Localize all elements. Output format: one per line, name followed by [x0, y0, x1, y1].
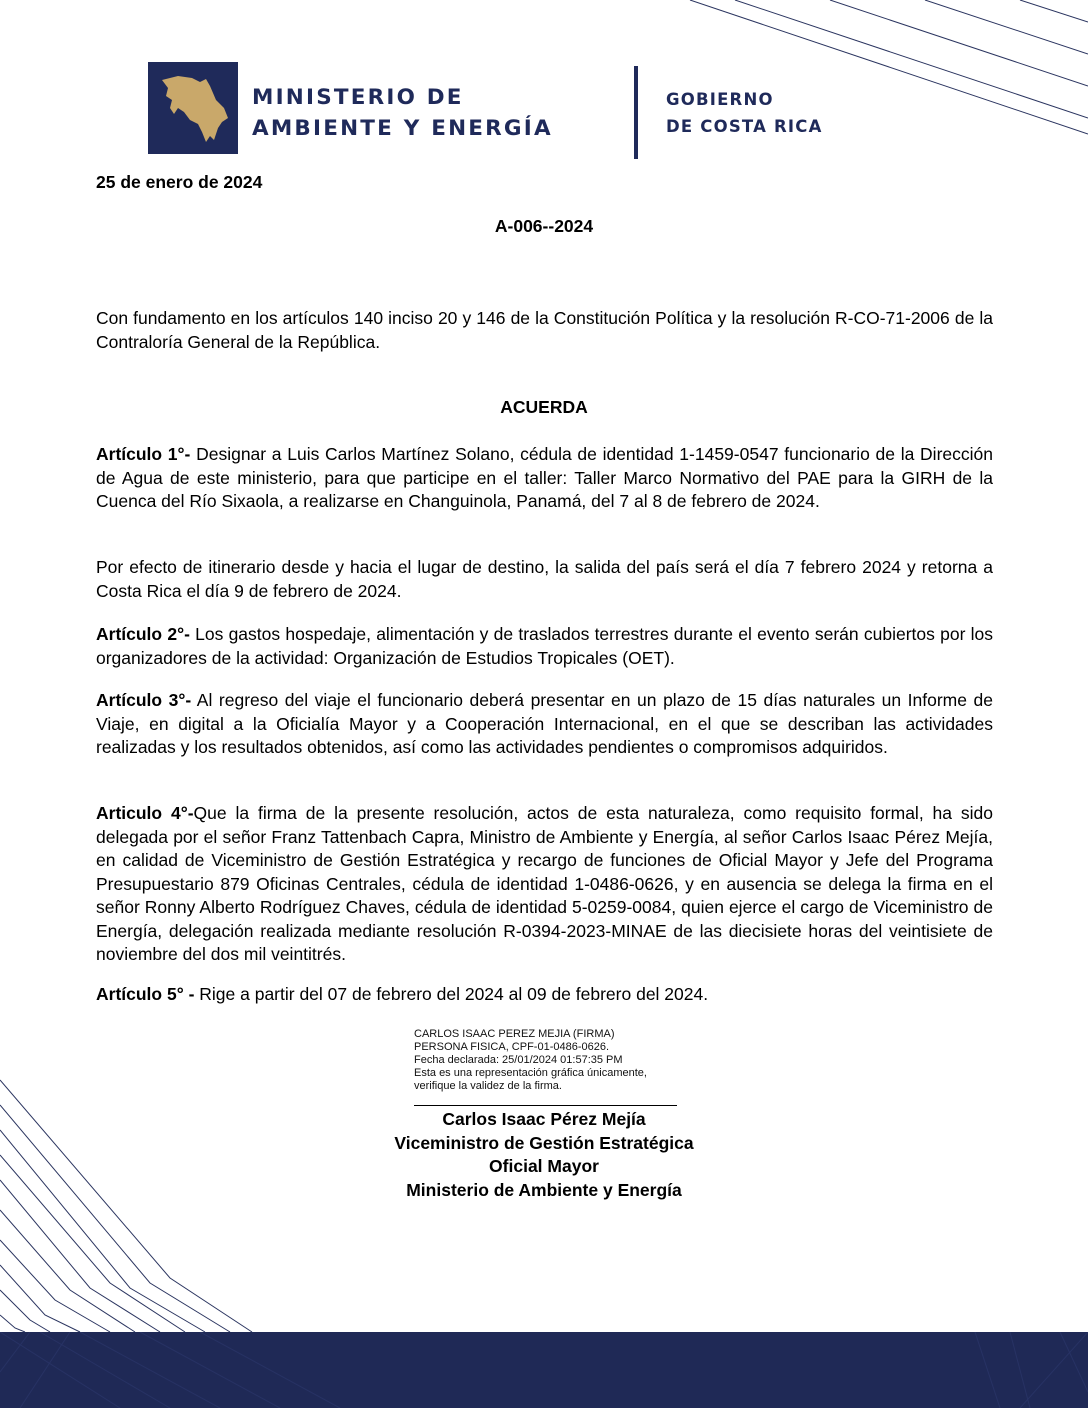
footer-pattern [0, 1332, 1088, 1408]
article-text: Por efecto de itinerario desde y hacia el lugar de destino, la salida del país será el día 7 febrero 2024 y retorna a Costa Rica el día 9 de febrero de 2024. [96, 557, 993, 601]
article-label: Artículo 1°- [96, 444, 191, 464]
signer-title-1: Viceministro de Gestión Estratégica [394, 1132, 694, 1153]
article-text: Designar a Luis Carlos Martínez Solano, cédula de identidad 1-1459-0547 funcionario de la Dirección de Agua de este ministerio, para que participe en el taller: Taller Marco Normativo del PAE para la GIRH de la Cuenca del Río Sixaola, a realizarse en Changuinola, Panamá, del 7 al 8 de febrero de 2024. [96, 444, 993, 511]
digital-signature-block [414, 1028, 676, 1093]
article-text: Al regreso del viaje el funcionario deberá presentar en un plazo de 15 días naturales un Informe de Viaje, en digital a la Oficialía Mayor y a Cooperación Internacional, en el que se describan las actividades realizadas y los resultados obtenidos, así como las actividades pendientes o compromisos adquiridos. [96, 690, 993, 757]
signature-rule [414, 1105, 677, 1106]
article-3 [96, 689, 993, 760]
itinerary-paragraph [96, 556, 993, 603]
article-label: Artículo 2°- [96, 624, 190, 644]
signer-block [0, 1108, 1088, 1202]
signer-name: Carlos Isaac Pérez Mejía [442, 1109, 646, 1129]
signature-line-5: verifique la validez de la firma. [414, 1080, 562, 1092]
article-1 [96, 443, 993, 514]
ministry-name [252, 82, 553, 144]
article-label: Articulo 4°- [96, 803, 194, 823]
article-label: Artículo 3°- [96, 690, 192, 710]
article-5 [96, 983, 993, 1007]
ministry-line-2: AMBIENTE Y ENERGÍA [252, 116, 553, 141]
header-divider [634, 66, 638, 159]
ministry-logo [148, 62, 238, 154]
document-number: A-006--2024 [494, 216, 594, 236]
article-label: Artículo 5° - [96, 984, 195, 1004]
government-line-1: GOBIERNO [666, 90, 774, 109]
section-heading: ACUERDA [500, 397, 588, 417]
signature-line-2: PERSONA FISICA, CPF-01-0486-0626. [414, 1041, 610, 1053]
article-text: Que la firma de la presente resolución, actos de esta naturaleza, como requisito formal, ha sido delegada por el señor Franz Tattenbach Capra, Ministro de Ambiente y Energía, al señor Carlos Isaac Pérez Mejía, en calidad de Viceministro de Gestión Estratégica y recargo de funciones de Oficial Mayor y Jefe del Programa Presupuestario 879 Oficinas Centrales, cédula de identidad 1-0486-0626, y en ausencia se delega la firma en el señor Ronny Alberto Rodríguez Chaves, cédula de identidad 5-0259-0084, quien ejerce el cargo de Viceministro de Energía, delegación realizada mediante resolución R-0394-2023-MINAE de las diecisiete horas del veintisiete de noviembre del dos mil veintitrés. [96, 803, 993, 964]
signature-line-3: Fecha declarada: 25/01/2024 01:57:35 PM [414, 1054, 623, 1066]
signature-line-4: Esta es una representación gráfica únicamente, [414, 1067, 647, 1079]
article-4 [96, 802, 993, 967]
costa-rica-map-icon [148, 62, 238, 154]
signer-title-3: Ministerio de Ambiente y Energía [406, 1179, 682, 1200]
signature-line-1: CARLOS ISAAC PEREZ MEJIA (FIRMA) [414, 1028, 615, 1040]
footer-band [0, 1332, 1088, 1408]
preamble: Con fundamento en los artículos 140 inciso 20 y 146 de la Constitución Política y la resolución R-CO-71-2006 de la Contraloría General de la República. [96, 308, 993, 352]
article-2 [96, 623, 993, 670]
article-text: Los gastos hospedaje, alimentación y de traslados terrestres durante el evento serán cubiertos por los organizadores de la actividad: Organización de Estudios Tropicales (OET). [96, 624, 993, 668]
document-date: 25 de enero de 2024 [96, 172, 263, 192]
signer-title-2: Oficial Mayor [489, 1156, 599, 1176]
article-text: Rige a partir del 07 de febrero del 2024 al 09 de febrero del 2024. [194, 984, 709, 1004]
government-line-2: DE COSTA RICA [666, 117, 823, 136]
government-name [666, 86, 823, 140]
ministry-line-1: MINISTERIO DE [252, 85, 464, 110]
